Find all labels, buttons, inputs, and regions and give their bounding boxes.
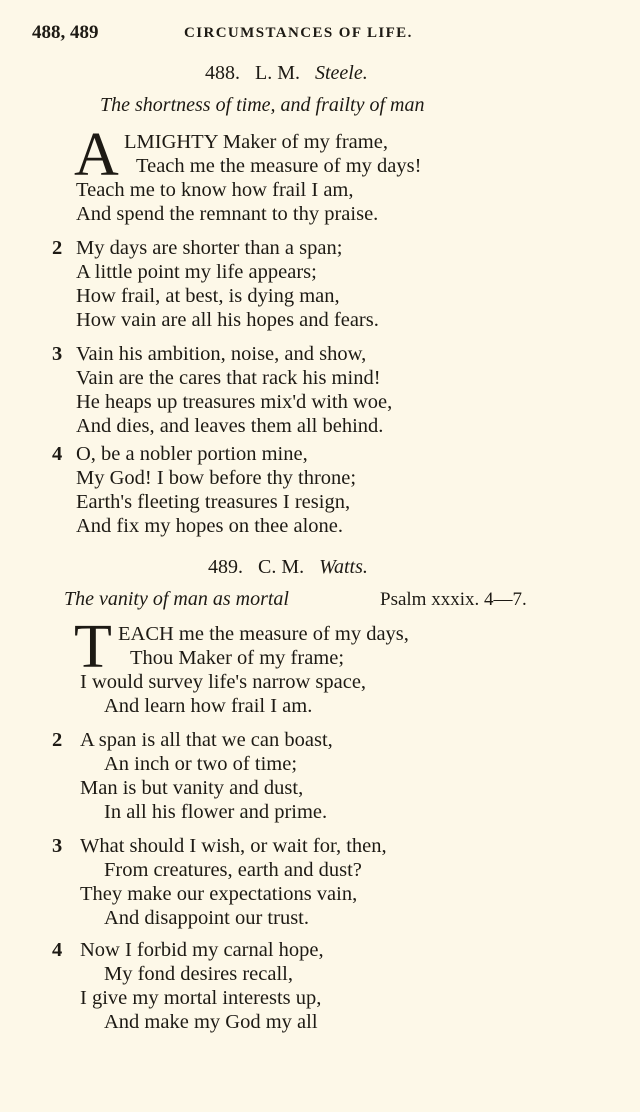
verse-line: My fond desires recall, [104,963,293,985]
page-numbers: 488, 489 [32,22,99,43]
hymn-author: Steele. [315,62,368,84]
verse-line: What should I wish, or wait for, then, [80,835,387,857]
hymn-meter: L. M. [255,62,300,84]
verse-number: 4 [52,939,63,961]
verse-line: My days are shorter than a span; [76,237,343,259]
verse-line: In all his flower and prime. [104,801,328,823]
verse-number: 3 [52,343,63,365]
verse-line: He heaps up treasures mix'd with woe, [76,391,393,413]
verse-line: EACH me the measure of my days, [118,623,409,645]
verse-line: My God! I bow before thy throne; [76,467,357,489]
verse-line: Vain are the cares that rack his mind! [76,367,381,389]
verse-line: And fix my hopes on thee alone. [76,515,344,537]
verse-line: And learn how frail I am. [104,695,313,717]
drop-cap: A [74,121,119,189]
verse-line: Thou Maker of my frame; [130,647,345,669]
verse-line: And dies, and leaves them all behind. [76,415,384,437]
hymn-488-heading [205,62,368,85]
verse-line: Earth's fleeting treasures I resign, [76,491,351,513]
drop-cap: T [74,613,112,681]
verse-line: I give my mortal interests up, [80,987,322,1009]
verse-line: Vain his ambition, noise, and show, [76,343,367,365]
verse-line: How frail, at best, is dying man, [76,285,340,307]
verse-line: And make my God my all [104,1011,318,1033]
verse-line: And spend the remnant to thy praise. [76,203,379,225]
verse-line: Teach me the measure of my days! [136,155,422,177]
verse-line: How vain are all his hopes and fears. [76,309,379,331]
verse-line: O, be a nobler portion mine, [76,443,308,465]
psalm-reference: Psalm xxxix. 4—7. [380,589,527,610]
hymn-488-subtitle: The shortness of time, and frailty of man [100,94,425,116]
running-title: CIRCUMSTANCES OF LIFE. [184,25,413,41]
verse-line: From creatures, earth and dust? [104,859,362,881]
hymn-489-heading [208,556,368,579]
hymn-meter: C. M. [258,556,305,578]
verse-line: I would survey life's narrow space, [80,671,367,693]
running-head [32,22,612,48]
verse-line: They make our expectations vain, [80,883,358,905]
verse-line: LMIGHTY Maker of my frame, [124,131,388,153]
hymn-number: 488. [205,62,240,84]
verse-line: Man is but vanity and dust, [80,777,304,799]
verse-line: A span is all that we can boast, [80,729,333,751]
verse-number: 4 [52,443,63,465]
verse-line: Teach me to know how frail I am, [76,179,354,201]
verse-number: 2 [52,729,63,751]
hymn-author: Watts. [319,556,368,578]
verse-line: An inch or two of time; [104,753,298,775]
verse-line: Now I forbid my carnal hope, [80,939,324,961]
hymn-number: 489. [208,556,243,578]
verse-number: 3 [52,835,63,857]
hymn-489-subtitle: The vanity of man as mortal [64,588,289,610]
verse-line: And disappoint our trust. [104,907,309,929]
verse-number: 2 [52,237,63,259]
verse-line: A little point my life appears; [76,261,317,283]
